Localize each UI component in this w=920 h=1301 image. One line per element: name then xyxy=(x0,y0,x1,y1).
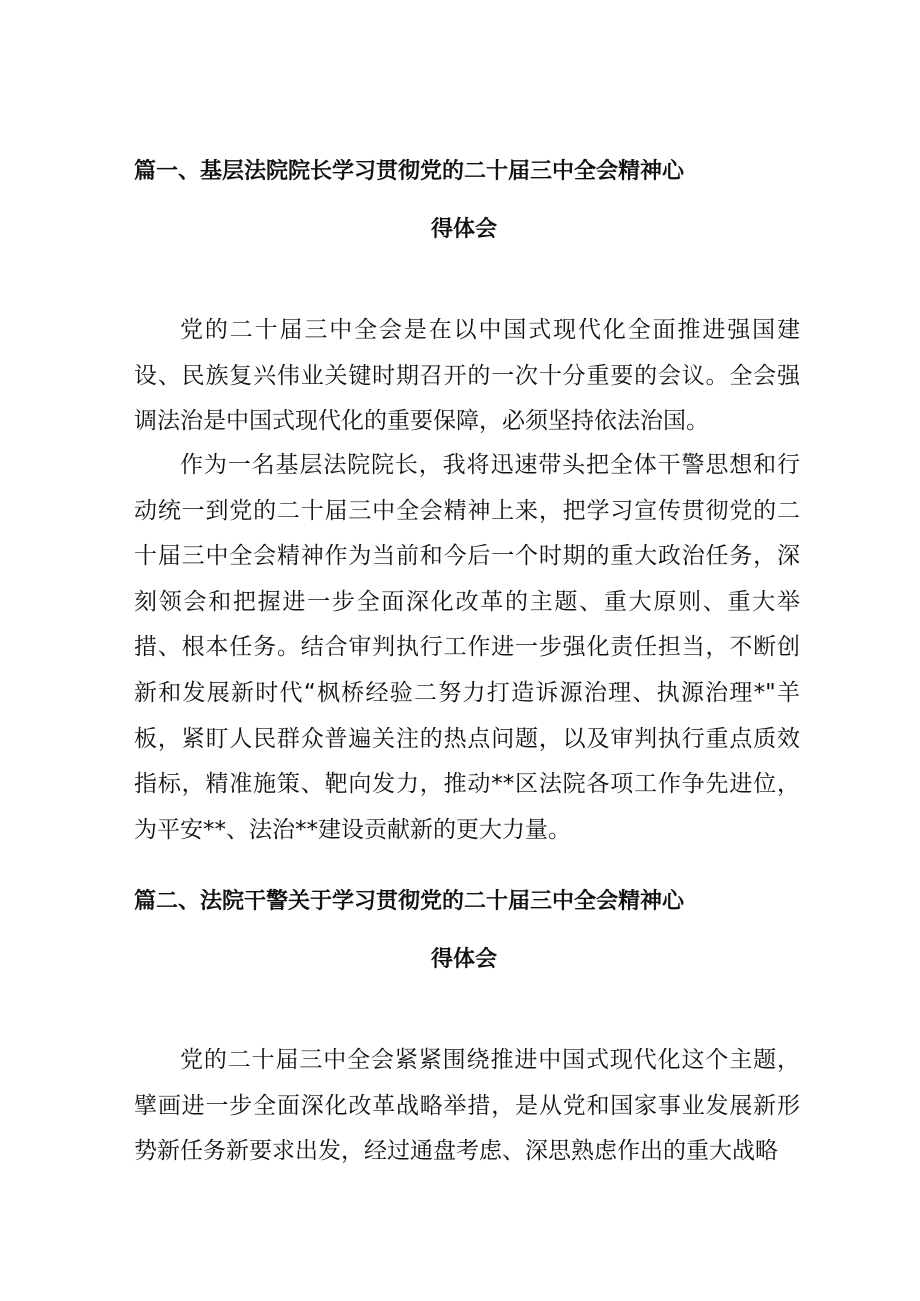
section-2-title-line-2: 得体会 xyxy=(430,947,497,972)
section-2-paragraph-1: 党的二十届三中全会紧紧围绕推进中国式现代化这个主题，擘画进一步全面深化改革战略举措，是从党和国家事业发展新形势新任务新要求出发，经过通盘考虑、深思熟虑作出的重大战略 xyxy=(134,1047,800,1165)
section-2-title xyxy=(134,873,794,989)
section-1-paragraph-1: 党的二十届三中全会是在以中国式现代化全面推进强国建设、民族复兴伟业关键时期召开的一次十分重要的会议。全会强调法治是中国式现代化的重要保障，必须坚持依法治国。 xyxy=(134,317,800,435)
section-1-title-line-2: 得体会 xyxy=(430,217,497,242)
section-1-title xyxy=(134,143,794,259)
section-2-title-line-1: 篇二、法院干警关于学习贯彻党的二十届三中全会精神心 xyxy=(134,889,685,914)
section-1-paragraph-2: 作为一名基层法院院长，我将迅速带头把全体干警思想和行动统一到党的二十届三中全会精神上来，把学习宣传贯彻党的二十届三中全会精神作为当前和今后一个时期的重大政治任务，深刻领会和把握进一步全面深化改革的主题、重大原则、重大举措、根本任务。结合审判执行工作进一步强化责任担当，不断创新和发展新时代“枫桥经验二努力打造诉源治理、执源治理*"羊板，紧盯人民群众普遍关注的热点问题，以及审判执行重点质效指标，精准施策、靶向发力，推动**区法院各项工作争先进位，为平安**、法治**建设贡献新的更大力量。 xyxy=(134,452,800,843)
section-1-title-line-1: 篇一、基层法院院长学习贯彻党的二十届三中全会精神心 xyxy=(134,159,685,184)
